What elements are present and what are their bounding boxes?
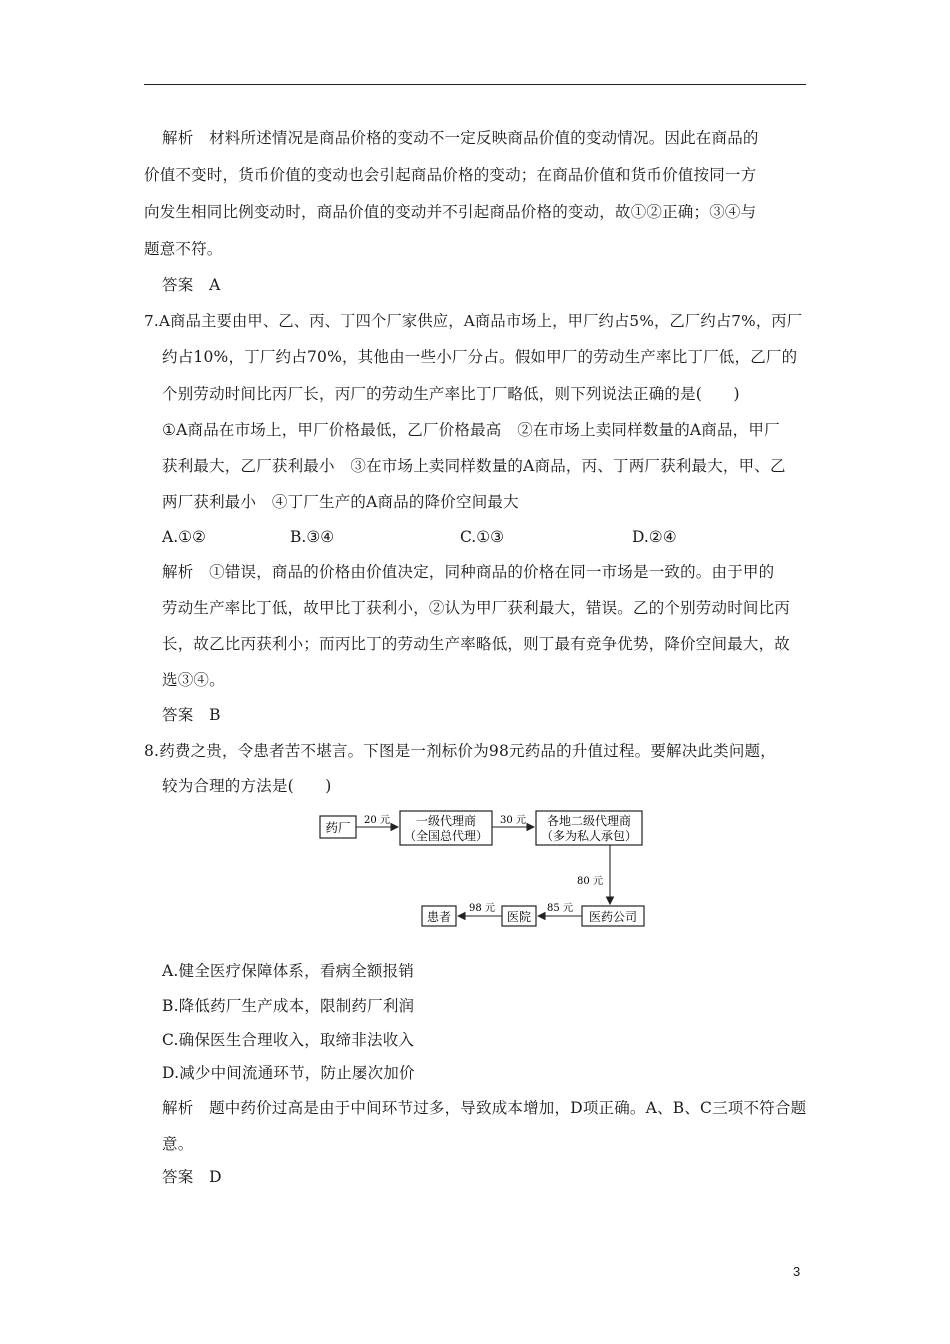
price-label-85: 85 元 [547, 903, 573, 914]
q7-answer: 答案 B [162, 706, 221, 724]
q6-analysis-line: 价值不变时，货币价值的变动也会引起商品价格的变动；在商品价值和货币价值按同一方 [144, 166, 757, 184]
pharma-label: 医药公司 [588, 910, 638, 924]
q7-analysis-line: 解析 ①错误，商品的价格由价值决定，同种商品的价格在同一市场是一致的。由于甲的 [162, 563, 775, 581]
q7-option-a: A.①② [162, 528, 206, 546]
q8-analysis-line: 意。 [162, 1135, 194, 1153]
header-rule [144, 84, 806, 85]
agent2-label: 各地二级代理商 [546, 814, 632, 828]
q8-stem-line: 较为合理的方法是( ) [162, 777, 332, 795]
q7-option-d: D.②④ [632, 528, 677, 546]
q8-analysis-line: 解析 题中药价过高是由于中间环节过多，导致成本增加，D项正确。A、B、C三项不符合题 [162, 1099, 807, 1117]
q7-analysis-line: 长，故乙比丙获利小；而丙比丁的劳动生产率略低，则丁最有竞争优势，降价空间最大，故 [162, 635, 791, 653]
q7-stem-line: 两厂获利最小 ④丁厂生产的A商品的降价空间最大 [162, 493, 519, 511]
q8-stem-line: 8.药费之贵，令患者苦不堪言。下图是一剂标价为98元药品的升值过程。要解决此类问题， [144, 742, 776, 760]
price-label-30: 30 元 [500, 815, 526, 826]
q7-analysis-line: 劳动生产率比丁低，故甲比丁获利小，②认为甲厂获利最大，错误。乙的个别劳动时间比丙 [162, 599, 791, 617]
patient-label: 患者 [426, 910, 452, 924]
q7-stem-line: ①A商品在市场上，甲厂价格最低，乙厂价格最高 ②在市场上卖同样数量的A商品，甲厂 [162, 421, 780, 439]
price-label-20: 20 元 [364, 815, 390, 826]
page-number: 3 [793, 1264, 801, 1279]
price-flow-diagram [300, 800, 660, 940]
agent2-sublabel: （多为私人承包） [540, 829, 638, 843]
q7-stem-line: 约占10%，丁厂约占70%，其他由一些小厂分占。假如甲厂的劳动生产率比丁厂低，乙厂的 [162, 348, 798, 366]
price-label-98: 98 元 [469, 903, 495, 914]
agent1-sublabel: （全国总代理） [403, 829, 489, 843]
factory-label: 药厂 [325, 820, 351, 835]
q7-analysis-line: 选③④。 [162, 671, 225, 689]
q7-stem-line: 个别劳动时间比丙厂长，丙厂的劳动生产率比丁厂略低，则下列说法正确的是( ) [162, 385, 740, 403]
q8-option-d: D.减少中间流通环节，防止屡次加价 [162, 1064, 415, 1082]
q7-stem-line: 获利最大，乙厂获利最小 ③在市场上卖同样数量的A商品，丙、丁两厂获利最大，甲、乙 [162, 457, 786, 475]
q6-analysis-line: 向发生相同比例变动时，商品价值的变动并不引起商品价格的变动，故①②正确；③④与 [144, 203, 757, 221]
q7-option-c: C.①③ [460, 528, 505, 546]
q7-stem-line: 7.A商品主要由甲、乙、丙、丁四个厂家供应，A商品市场上，甲厂约占5%，乙厂约占7%，丙厂 [144, 312, 803, 330]
q6-answer: 答案 A [162, 276, 221, 294]
q8-option-a: A.健全医疗保障体系，看病全额报销 [162, 962, 415, 980]
q6-analysis-line: 题意不符。 [144, 240, 223, 258]
q8-option-b: B.降低药厂生产成本，限制药厂利润 [162, 997, 415, 1015]
q8-option-c: C.确保医生合理收入，取缔非法收入 [162, 1031, 415, 1049]
hospital-label: 医院 [506, 910, 532, 924]
agent1-label: 一级代理商 [415, 814, 477, 828]
q6-analysis-line: 解析 材料所述情况是商品价格的变动不一定反映商品价值的变动情况。因此在商品的 [162, 129, 759, 147]
q7-option-b: B.③④ [290, 528, 335, 546]
q8-answer: 答案 D [162, 1168, 222, 1186]
price-label-80: 80 元 [577, 876, 603, 887]
